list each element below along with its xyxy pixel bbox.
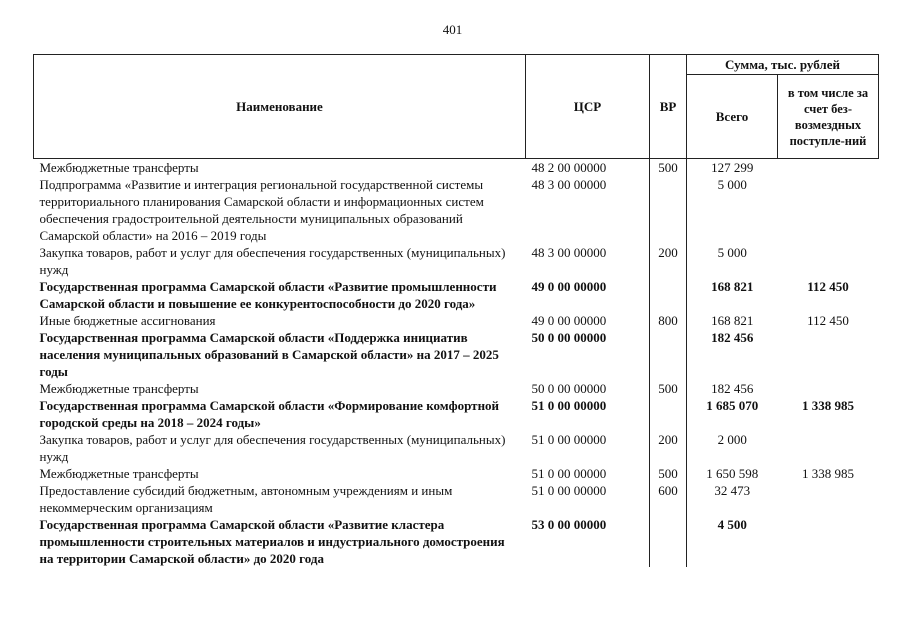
table-row xyxy=(34,516,879,567)
row-vr xyxy=(650,397,687,431)
row-name: Государственная программа Самарской области «Поддержка инициатив населения муниципальных образований в Самарской области» на 2017 – 2025 годы xyxy=(39,330,499,379)
row-free: 1 338 985 xyxy=(802,398,854,413)
row-name: Межбюджетные трансферты xyxy=(39,381,199,396)
row-csr: 51 0 00 00000 xyxy=(531,432,607,447)
row-free xyxy=(778,244,879,278)
row-name: Межбюджетные трансферты xyxy=(39,160,199,175)
header-csr: ЦСР xyxy=(526,55,650,159)
table-row xyxy=(34,176,879,244)
row-total: 182 456 xyxy=(711,381,754,396)
row-name: Подпрограмма «Развитие и интеграция региональной государственной системы территориального планирования Самарской области и информационных систем обеспечения градостроительной деятельности муниципальных образований Самарской области» на 2016 – 2019 годы xyxy=(39,177,484,243)
table-row xyxy=(34,159,879,177)
row-csr: 51 0 00 00000 xyxy=(531,483,607,498)
row-vr xyxy=(650,278,687,312)
table-row xyxy=(34,244,879,278)
row-vr: 600 xyxy=(650,482,687,516)
row-vr: 500 xyxy=(650,465,687,482)
row-csr: 51 0 00 00000 xyxy=(531,398,607,413)
row-free: 112 450 xyxy=(807,279,849,294)
row-vr xyxy=(650,176,687,244)
row-free xyxy=(778,482,879,516)
row-name: Государственная программа Самарской области «Развитие промышленности Самарской области и повышение ее конкурентоспособности до 2020 года» xyxy=(39,279,497,311)
row-csr: 53 0 00 00000 xyxy=(531,517,607,532)
row-vr: 500 xyxy=(650,380,687,397)
header-vr: ВР xyxy=(650,55,687,159)
table-row xyxy=(34,278,879,312)
table-row xyxy=(34,329,879,380)
row-name: Государственная программа Самарской области «Развитие кластера промышленности строительных материалов и индустриального домостроения на территории Самарской области» до 2020 года xyxy=(39,517,505,566)
row-free: 1 338 985 xyxy=(802,466,854,481)
budget-table xyxy=(33,54,879,567)
row-total: 182 456 xyxy=(711,330,754,345)
table-row xyxy=(34,431,879,465)
table-row xyxy=(34,482,879,516)
row-total: 168 821 xyxy=(711,279,754,294)
row-name: Иные бюджетные ассигнования xyxy=(39,313,216,328)
row-total: 1 685 070 xyxy=(706,398,759,413)
row-vr: 500 xyxy=(650,159,687,177)
table-body xyxy=(34,159,879,568)
row-free xyxy=(778,176,879,244)
table-row xyxy=(34,397,879,431)
row-vr xyxy=(650,329,687,380)
row-name: Государственная программа Самарской области «Формирование комфортной городской среды на 2018 – 2024 годы» xyxy=(39,398,500,430)
row-name: Межбюджетные трансферты xyxy=(39,466,199,481)
row-vr: 800 xyxy=(650,312,687,329)
row-total: 168 821 xyxy=(711,313,754,328)
table-header xyxy=(34,55,879,159)
row-name: Закупка товаров, работ и услуг для обеспечения государственных (муниципальных) нужд xyxy=(39,432,506,464)
row-free: 112 450 xyxy=(807,313,849,328)
row-name: Предоставление субсидий бюджетным, автономным учреждениям и иным некоммерческим организациям xyxy=(39,483,453,515)
row-total: 4 500 xyxy=(717,517,747,532)
header-total: Всего xyxy=(687,75,778,159)
row-total: 5 000 xyxy=(717,245,747,260)
row-csr: 51 0 00 00000 xyxy=(531,466,607,481)
row-free xyxy=(778,380,879,397)
row-csr: 48 3 00 00000 xyxy=(531,177,607,192)
row-total: 5 000 xyxy=(717,177,747,192)
row-free xyxy=(778,159,879,177)
row-total: 127 299 xyxy=(711,160,754,175)
row-vr xyxy=(650,516,687,567)
header-name: Наименование xyxy=(34,55,526,159)
row-csr: 49 0 00 00000 xyxy=(531,313,607,328)
row-free xyxy=(778,516,879,567)
row-total: 1 650 598 xyxy=(706,466,759,481)
row-free xyxy=(778,329,879,380)
row-csr: 50 0 00 00000 xyxy=(531,381,607,396)
row-csr: 50 0 00 00000 xyxy=(531,330,607,345)
page-number: 401 xyxy=(442,22,463,37)
row-total: 2 000 xyxy=(717,432,747,447)
header-sum: Сумма, тыс. рублей xyxy=(687,55,879,75)
row-name: Закупка товаров, работ и услуг для обеспечения государственных (муниципальных) нужд xyxy=(39,245,506,277)
row-csr: 49 0 00 00000 xyxy=(531,279,607,294)
row-free xyxy=(778,431,879,465)
row-vr: 200 xyxy=(650,244,687,278)
row-vr: 200 xyxy=(650,431,687,465)
table-row xyxy=(34,465,879,482)
header-free: в том числе за счет без-возмездных поступле-ний xyxy=(778,75,879,159)
row-total: 32 473 xyxy=(714,483,751,498)
table-row xyxy=(34,380,879,397)
row-csr: 48 2 00 00000 xyxy=(531,160,607,175)
row-csr: 48 3 00 00000 xyxy=(531,245,607,260)
table-row xyxy=(34,312,879,329)
